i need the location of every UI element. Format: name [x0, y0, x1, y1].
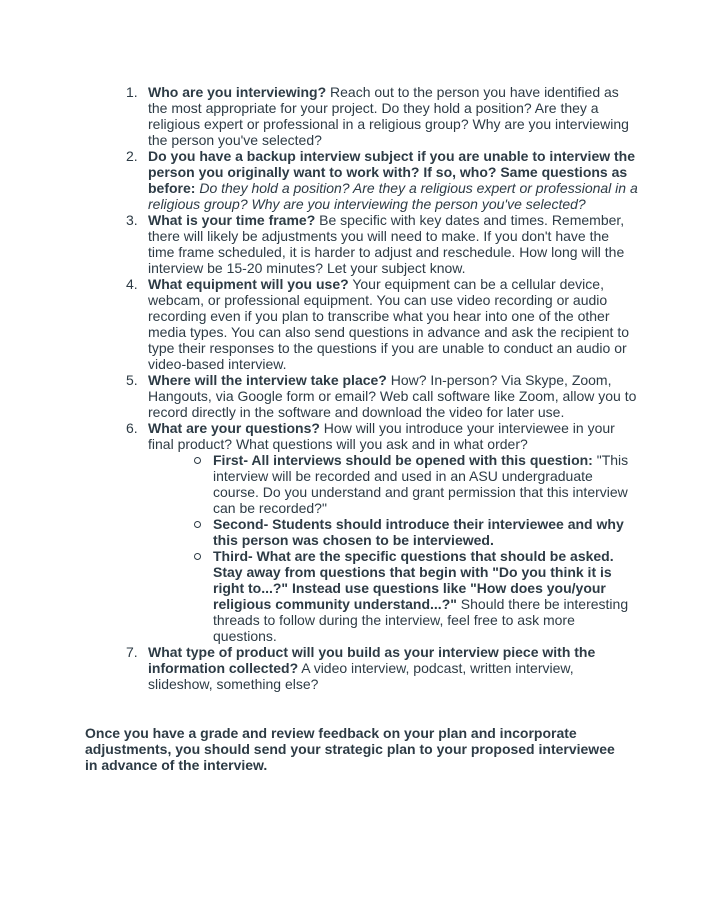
sub-item-third	[213, 548, 638, 644]
sub-bullet-list	[148, 452, 638, 644]
item-text: How will you introduce your interviewee in your final product? What questions will you ask and in what order?	[148, 420, 615, 452]
list-number: 6.	[126, 420, 138, 436]
list-item-product	[126, 644, 638, 692]
list-item-backup	[126, 148, 638, 212]
list-number: 1.	[126, 84, 138, 100]
list-number: 4.	[126, 276, 138, 292]
list-item-who	[126, 84, 638, 148]
list-item-location	[126, 372, 638, 420]
list-number: 7.	[126, 644, 138, 660]
numbered-list	[126, 84, 638, 692]
item-heading: What is your time frame?	[148, 212, 316, 228]
closing-paragraph: Once you have a grade and review feedback on your plan and incorporate adjustments, you should send your strategic plan to your proposed interviewee in advance of the interview.	[85, 725, 615, 773]
sub-item-heading: Third- What are the specific questions that should be asked. Stay away from questions that begin with "Do you think it is right to...?" Instead use questions like "How does you/your religious community understand...?"	[213, 548, 614, 612]
item-heading: What type of product will you build as your interview piece with the information collected?	[148, 644, 596, 676]
item-heading: What equipment will you use?	[148, 276, 349, 292]
list-item-equipment	[126, 276, 638, 372]
list-item-questions	[126, 420, 638, 644]
list-number: 2.	[126, 148, 138, 164]
sub-item-text: "This interview will be recorded and used in an ASU undergraduate course. Do you understand and grant permission that this interview can be recorded?"	[213, 452, 629, 516]
sub-item-first	[213, 452, 638, 516]
circle-bullet-icon	[194, 521, 201, 528]
list-number: 3.	[126, 212, 138, 228]
item-heading: Who are you interviewing?	[148, 84, 327, 100]
item-text: Be specific with key dates and times. Remember, there will likely be adjustments you will need to make. If you don't have the time frame scheduled, it is harder to adjust and reschedule. How long will the interview be 15-20 minutes? Let your subject know.	[148, 212, 625, 276]
item-text: Reach out to the person you have identified as the most appropriate for your project. Do they hold a position? Are they a religious expert or professional in a religious group? Why are you interviewing the person you've selected?	[148, 84, 629, 148]
circle-bullet-icon	[194, 457, 201, 464]
item-text: How? In-person? Via Skype, Zoom, Hangouts, via Google form or email? Web call software like Zoom, allow you to record directly in the software and download the video for later use.	[148, 372, 637, 420]
circle-bullet-icon	[194, 553, 201, 560]
item-text: A video interview, podcast, written interview, slideshow, something else?	[148, 660, 574, 692]
item-italic-text: Do they hold a position? Are they a religious expert or professional in a religious group? Why are you interviewing the person you've selected?	[148, 180, 638, 212]
sub-item-heading: First- All interviews should be opened with this question:	[213, 452, 593, 468]
item-heading: Do you have a backup interview subject if you are unable to interview the person you originally want to work with? If so, who? Same questions as before:	[148, 148, 636, 196]
item-heading: Where will the interview take place?	[148, 372, 387, 388]
sub-item-text: Should there be interesting threads to follow during the interview, feel free to ask more questions.	[213, 596, 629, 644]
list-number: 5.	[126, 372, 138, 388]
item-text: Your equipment can be a cellular device, webcam, or professional equipment. You can use video recording or audio recording even if you plan to transcribe what you hear into one of the other media types. You can also send questions in advance and ask the recipient to type their responses to the questions if you are unable to conduct an audio or video-based interview.	[148, 276, 629, 372]
sub-item-second	[213, 516, 638, 548]
item-heading: What are your questions?	[148, 420, 320, 436]
sub-item-heading: Second- Students should introduce their interviewee and why this person was chosen to be interviewed.	[213, 516, 624, 548]
list-item-time-frame	[126, 212, 638, 276]
